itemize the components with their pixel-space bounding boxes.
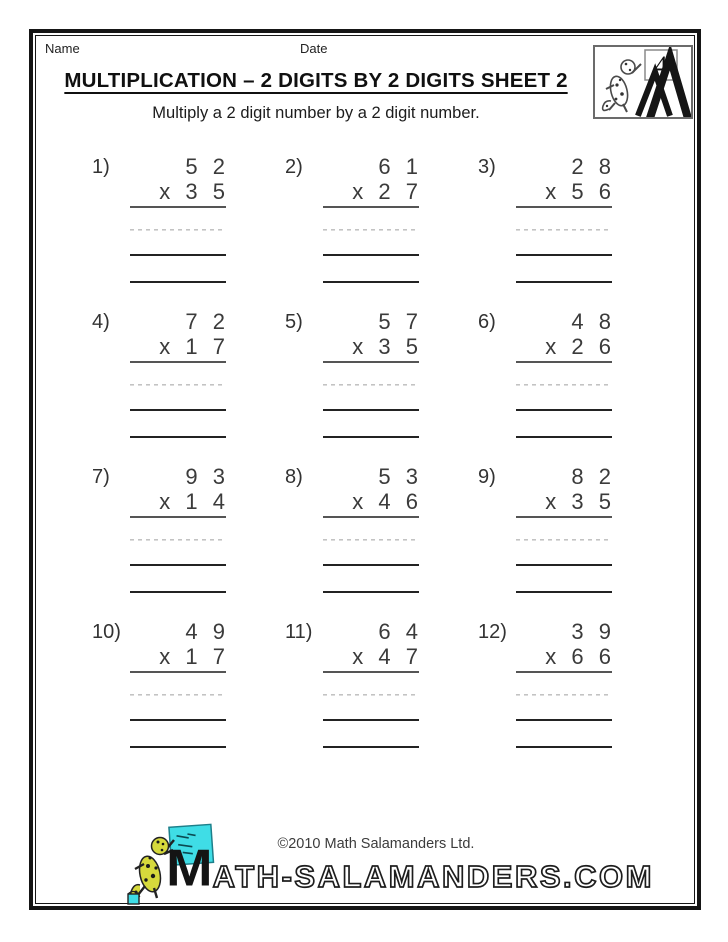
- problem-body: [130, 309, 226, 438]
- answer-line: [516, 719, 612, 721]
- problem-number: 1): [92, 156, 110, 178]
- copyright-text: ©2010 Math Salamanders Ltd.: [277, 836, 475, 852]
- problem-number: 10): [92, 621, 121, 643]
- problem-number: 2): [285, 156, 303, 178]
- problem-body: [130, 154, 226, 283]
- worksheet-border: [29, 29, 701, 910]
- answer-line: [323, 719, 419, 721]
- problem-7: [92, 464, 285, 619]
- multiplicand: 9 3: [185, 464, 226, 489]
- multiplicand: 4 9: [185, 619, 226, 644]
- carry-dashed-line: [516, 229, 612, 231]
- multiplier: x 3 5: [516, 489, 612, 518]
- problem-1: [92, 154, 285, 309]
- multiplier: x 1 7: [130, 334, 226, 363]
- multiplicand: 3 9: [571, 619, 612, 644]
- brand-m-letter: M: [166, 838, 213, 897]
- carry-dashed-line: [130, 384, 226, 386]
- answer-line: [516, 409, 612, 411]
- problem-body: [130, 619, 226, 748]
- multiplier: x 1 7: [130, 644, 226, 673]
- name-field-label: Name: [45, 41, 80, 56]
- answer-line: [323, 591, 419, 593]
- carry-dashed-line: [130, 229, 226, 231]
- answer-line: [323, 281, 419, 283]
- carry-dashed-line: [516, 694, 612, 696]
- multiplicand: 5 7: [378, 309, 419, 334]
- problem-6: [478, 309, 671, 464]
- brand-rest-letters: ATH-SALAMANDERS.COM: [212, 859, 654, 894]
- multiplier: x 3 5: [130, 179, 226, 208]
- problem-number: 4): [92, 311, 110, 333]
- problem-4: [92, 309, 285, 464]
- answer-line: [323, 436, 419, 438]
- carry-dashed-line: [323, 384, 419, 386]
- page-subtitle: Multiply a 2 digit number by a 2 digit number.: [152, 104, 480, 122]
- carry-dashed-line: [323, 229, 419, 231]
- problem-body: [323, 154, 419, 283]
- title-row: [36, 69, 596, 93]
- problems-grid: [36, 154, 700, 774]
- answer-line: [516, 591, 612, 593]
- salamander-grade-logo-icon: [595, 47, 691, 117]
- problem-number: 12): [478, 621, 507, 643]
- multiplier: x 2 6: [516, 334, 612, 363]
- multiplier: x 5 6: [516, 179, 612, 208]
- multiplicand: 5 3: [378, 464, 419, 489]
- problem-body: [516, 309, 612, 438]
- problem-body: [323, 619, 419, 748]
- answer-line: [323, 564, 419, 566]
- answer-line: [516, 564, 612, 566]
- problem-11: [285, 619, 478, 774]
- multiplier: x 2 7: [323, 179, 419, 208]
- problem-number: 6): [478, 311, 496, 333]
- answer-line: [130, 564, 226, 566]
- multiplicand: 7 2: [185, 309, 226, 334]
- problem-body: [516, 619, 612, 748]
- problem-3: [478, 154, 671, 309]
- multiplier: x 1 4: [130, 489, 226, 518]
- bucket-icon: [128, 894, 139, 904]
- multiplier: x 3 5: [323, 334, 419, 363]
- grade-badge-number: 4: [654, 51, 668, 80]
- problem-2: [285, 154, 478, 309]
- carry-dashed-line: [323, 539, 419, 541]
- answer-line: [130, 436, 226, 438]
- worksheet-inner-border: [35, 35, 695, 904]
- page-title: MULTIPLICATION – 2 DIGITS BY 2 DIGITS SHEET 2: [64, 69, 568, 92]
- multiplicand: 2 8: [571, 154, 612, 179]
- answer-line: [130, 591, 226, 593]
- answer-line: [323, 254, 419, 256]
- multiplicand: 8 2: [571, 464, 612, 489]
- multiplicand: 6 4: [378, 619, 419, 644]
- answer-line: [516, 281, 612, 283]
- problem-body: [323, 464, 419, 593]
- answer-line: [516, 746, 612, 748]
- problem-body: [516, 154, 612, 283]
- problem-5: [285, 309, 478, 464]
- answer-line: [516, 254, 612, 256]
- multiplier: x 6 6: [516, 644, 612, 673]
- carry-dashed-line: [516, 539, 612, 541]
- answer-line: [130, 409, 226, 411]
- problem-8: [285, 464, 478, 619]
- problem-9: [478, 464, 671, 619]
- grade-logo-box: [593, 45, 693, 119]
- carry-dashed-line: [323, 694, 419, 696]
- answer-line: [130, 746, 226, 748]
- answer-line: [130, 254, 226, 256]
- multiplier: x 4 6: [323, 489, 419, 518]
- carry-dashed-line: [130, 694, 226, 696]
- multiplicand: 6 1: [378, 154, 419, 179]
- multiplicand: 5 2: [185, 154, 226, 179]
- answer-line: [130, 719, 226, 721]
- multiplicand: 4 8: [571, 309, 612, 334]
- answer-line: [516, 436, 612, 438]
- brand-wordmark: [166, 840, 666, 896]
- answer-line: [130, 281, 226, 283]
- carry-dashed-line: [130, 539, 226, 541]
- problem-number: 9): [478, 466, 496, 488]
- subtitle-row: [36, 104, 596, 123]
- problem-number: 8): [285, 466, 303, 488]
- problem-body: [323, 309, 419, 438]
- carry-dashed-line: [516, 384, 612, 386]
- problem-number: 7): [92, 466, 110, 488]
- problem-body: [516, 464, 612, 593]
- problem-number: 5): [285, 311, 303, 333]
- answer-line: [323, 409, 419, 411]
- date-field-label: Date: [300, 41, 328, 56]
- problem-number: 3): [478, 156, 496, 178]
- multiplier: x 4 7: [323, 644, 419, 673]
- problem-12: [478, 619, 671, 774]
- problem-body: [130, 464, 226, 593]
- answer-line: [323, 746, 419, 748]
- problem-10: [92, 619, 285, 774]
- problem-number: 11): [285, 621, 313, 643]
